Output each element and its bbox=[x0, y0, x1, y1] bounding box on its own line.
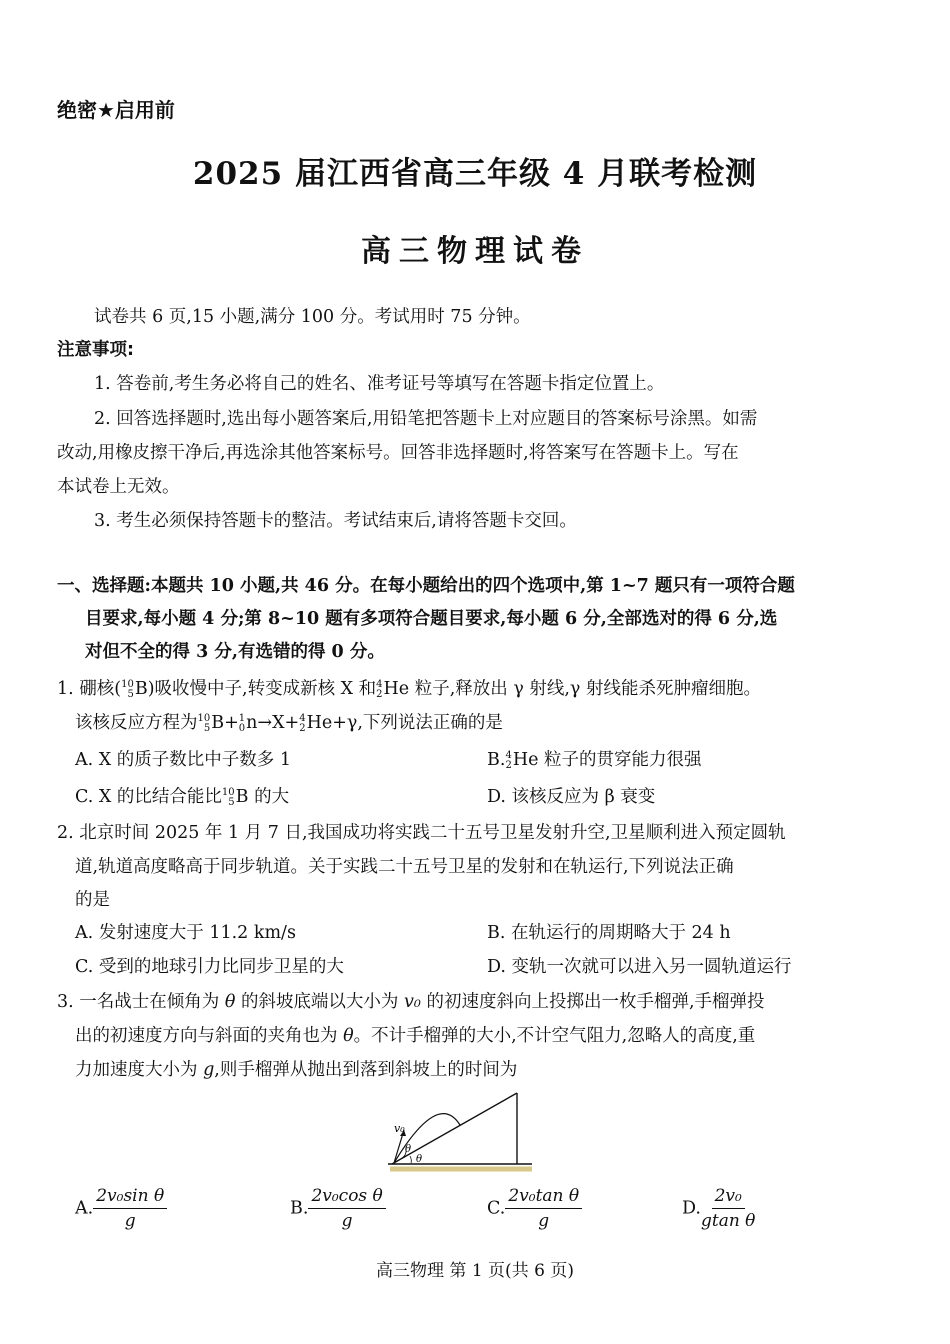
q1-option-a[interactable]: A. X 的质子数比中子数多 1 bbox=[75, 750, 291, 770]
q3-stem-line2: 出的初速度方向与斜面的夹角也为 θ。不计手榴弹的大小,不计空气阻力,忽略人的高度,重 bbox=[75, 1026, 756, 1046]
q3-stem-line3: 力加速度大小为 g,则手榴弹从抛出到落到斜坡上的时间为 bbox=[75, 1060, 518, 1080]
q1-stem-line2: 该核反应方程为 10 5 B+ 1 0 n→X+ 4 2 He+γ,下列说法正确的是 bbox=[75, 712, 503, 734]
q2-option-d[interactable]: D. 变轨一次就可以进入另一圆轨道运行 bbox=[487, 957, 792, 977]
secret-label: 绝密★启用前 bbox=[57, 98, 175, 122]
page-footer: 高三物理 第 1 页(共 6 页) bbox=[376, 1261, 574, 1281]
helium-nuclide: 4 2 bbox=[376, 678, 383, 700]
q3-option-a[interactable]: A. $\frac{\text{2v₀sin θ}}{g}$ bbox=[75, 1186, 167, 1231]
notice-item-2-line2: 改动,用橡皮擦干净后,再选涂其他答案标号。回答非选择题时,将答案写在答题卡上。写在 bbox=[57, 443, 739, 463]
paper-subtitle: 高三物理试卷 bbox=[361, 234, 589, 269]
angle-arc-2 bbox=[410, 1156, 411, 1163]
q1-option-c[interactable]: C. X 的比结合能比 10 5 B 的大 bbox=[75, 786, 290, 808]
q3-option-b[interactable]: B. $\frac{\text{2v₀cos θ}}{g}$ bbox=[290, 1186, 386, 1231]
q1-option-b[interactable]: B. 4 2 He 粒子的贯穿能力很强 bbox=[487, 749, 702, 771]
section1-line3: 对但不全的得 3 分,有选错的得 0 分。 bbox=[85, 642, 385, 662]
notice-item-1: 1. 答卷前,考生务必将自己的姓名、准考证号等填写在答题卡指定位置上。 bbox=[94, 374, 665, 394]
section1-line2: 目要求,每小题 4 分;第 8~10 题有多项符合题目要求,每小题 6 分,全部选对的得 6 分,选 bbox=[85, 609, 778, 629]
q3-stem-line1: 3. 一名战士在倾角为 θ 的斜坡底端以大小为 v₀ 的初速度斜向上投掷出一枚手榴弹,手榴弹投 bbox=[57, 992, 765, 1012]
intro-text: 试卷共 6 页,15 小题,满分 100 分。考试用时 75 分钟。 bbox=[94, 307, 531, 327]
exam-title: 2025 届江西省高三年级 4 月联考检测 bbox=[192, 156, 758, 192]
q1-stem-line1: 1. 硼核( 10 5 B)吸收慢中子,转变成新核 X 和 4 2 He 粒子,释放出 γ 射线,γ 射线能杀死肿瘤细胞。 bbox=[57, 678, 761, 700]
q2-stem-line1: 2. 北京时间 2025 年 1 月 7 日,我国成功将实践二十五号卫星发射升空,卫星顺利进入预定圆轨 bbox=[57, 823, 786, 843]
v0-label: v₀ bbox=[394, 1122, 405, 1135]
q1-option-d[interactable]: D. 该核反应为 β 衰变 bbox=[487, 787, 656, 807]
q2-option-a[interactable]: A. 发射速度大于 11.2 km/s bbox=[75, 923, 296, 943]
notice-item-2-line3: 本试卷上无效。 bbox=[57, 477, 180, 497]
q2-stem-line3: 的是 bbox=[75, 890, 110, 910]
q3-option-c[interactable]: C. $\frac{\text{2v₀tan θ}}{g}$ bbox=[487, 1186, 582, 1231]
notice-item-3: 3. 考生必须保持答题卡的整洁。考试结束后,请将答题卡交回。 bbox=[94, 511, 577, 531]
q2-option-b[interactable]: B. 在轨运行的周期略大于 24 h bbox=[487, 923, 731, 943]
theta-label-1: θ bbox=[405, 1144, 412, 1155]
slope-figure bbox=[380, 1085, 540, 1175]
q2-option-c[interactable]: C. 受到的地球引力比同步卫星的大 bbox=[75, 957, 344, 977]
q2-stem-line2: 道,轨道高度略高于同步轨道。关于实践二十五号卫星的发射和在轨运行,下列说法正确 bbox=[75, 857, 734, 877]
notice-item-2-line1: 2. 回答选择题时,选出每小题答案后,用铅笔把答题卡上对应题目的答案标号涂黑。如需 bbox=[94, 409, 758, 429]
theta-label-2: θ bbox=[416, 1154, 423, 1165]
q3-option-d[interactable]: D. $\frac{\text{2v₀}}{\text{gtan θ}}$ bbox=[682, 1186, 756, 1231]
notice-heading: 注意事项: bbox=[57, 340, 134, 360]
section1-line1: 一、选择题:本题共 10 小题,共 46 分。在每小题给出的四个选项中,第 1~7 题只有一项符合题 bbox=[57, 576, 795, 596]
boron-nuclide: 10 5 bbox=[121, 678, 134, 700]
